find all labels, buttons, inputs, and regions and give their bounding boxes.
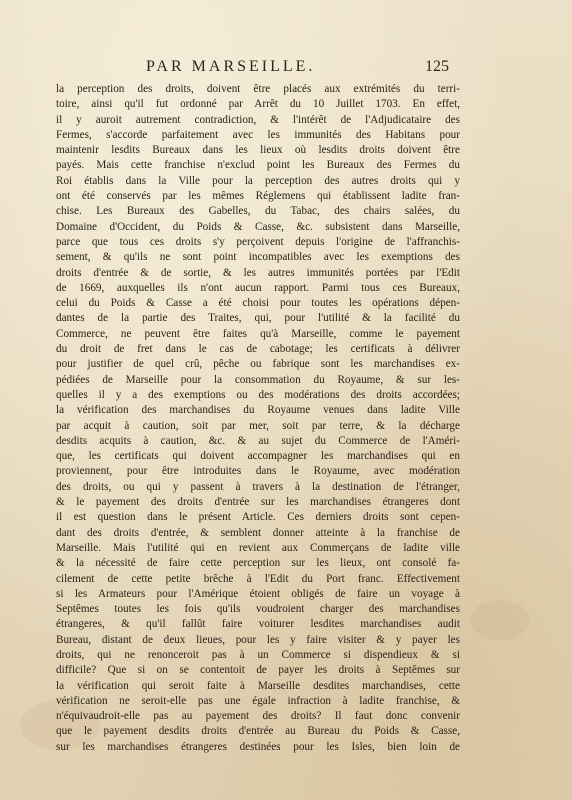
text-line: droits, qui ne renonceroit pas à un Commerce si dispendieux & si [56, 648, 460, 661]
text-line: de 1669, auxquelles ils n'ont aucun rapport. Parmi tous ces Bureaux, [56, 281, 460, 294]
text-line: si les Armateurs pour l'Amérique étoient obligés de faire un voyage à [56, 587, 460, 600]
text-line: du droit de fret dans le cas de cabotage; les certificats à délivrer [56, 343, 460, 356]
text-line: dantes de la partie des Traites, qui, pour l'utilité & la facilité du [56, 312, 460, 325]
text-line: vérification ne seroit-elle pas une égale infraction à ladite franchise, & [56, 694, 460, 707]
body-text [56, 82, 460, 755]
text-line: sement, & qu'ils ne sont point incompatibles avec les exemptions des [56, 251, 460, 264]
text-line: ont été conservés par les mêmes Réglemens qui établissent ladite fran- [56, 190, 460, 203]
text-line: Domaine d'Occident, du Poids & Casse, &c. subsistent dans Marseille, [56, 220, 460, 233]
text-line: Septêmes toutes les fois qu'ils voudroient charger des marchandises [56, 603, 460, 616]
text-line: & la nécessité de faire cette perception sur les lieux, ont consolé fa- [56, 557, 460, 570]
text-line: cilement de cette petite brêche à l'Edit du Port franc. Effectivement [56, 572, 460, 585]
text-line: & le payement des droits d'entrée sur les marchandises étrangeres dont [56, 496, 460, 509]
text-line: n'équivaudroit-elle pas au payement des droits? Il faut donc convenir [56, 710, 460, 723]
text-line: pédiées de Marseille pour la consommation du Royaume, & sur les- [56, 373, 460, 386]
text-line: quelles il y a des exemptions ou des modérations des droits accordées; [56, 388, 460, 401]
text-line: dant des droits d'entrée, & semblent donner atteinte à la franchise de [56, 526, 460, 539]
text-line: difficile? Que si on se contentoit de payer les droits à Septêmes sur [56, 664, 460, 677]
text-line: celui du Poids & Casse a été choisi pour toutes les opérations dépen- [56, 297, 460, 310]
text-line: Fermes, s'accorde parfaitement avec les immunités des Habitans pour [56, 128, 460, 141]
text-line: il y auroit autrement contradiction, & l'intérêt de l'Adjudicataire des [56, 113, 460, 126]
text-line: il est question dans le présent Article. Ces derniers droits sont cepen- [56, 511, 460, 524]
text-line: payés. Mais cette franchise n'exclud point les Bureaux des Fermes du [56, 159, 460, 172]
text-line: la vérification des marchandises du Royaume venues dans ladite Ville [56, 404, 460, 417]
text-line: la perception des droits, doivent être placés aux extrémités du terri- [56, 83, 460, 95]
text-line: par acquit à caution, soit par mer, soit par terre, & la décharge [56, 419, 460, 432]
text-line: chise. Les Bureaux des Gabelles, du Tabac, des chairs salées, du [56, 205, 460, 218]
text-line: proviennent, pour être introduites dans le Royaume, avec modération [56, 465, 460, 478]
text-line: étrangeres, & qu'il fallût faire voiturer lesdites marchandises audit [56, 618, 460, 631]
text-line: Marseille. Mais l'utilité qui en revient aux Commerçans de ladite ville [56, 541, 460, 554]
text-line: que, les certificats qui doivent accompagner les marchandises qui en [56, 450, 460, 463]
text-line: parce que tous ces droits s'y perçoivent depuis l'origine de l'affranchis- [56, 235, 460, 248]
text-line: desdits acquits à caution, &c. & au sujet du Commerce de l'Améri- [56, 434, 460, 447]
text-line: la vérification qui seroit faite à Marseille desdites marchandises, cette [56, 679, 460, 692]
text-line: droits d'entrée & de sortie, & les autres immunités portées par l'Edit [56, 266, 460, 279]
paper-stain [470, 600, 530, 640]
running-title: PAR MARSEILLE. [146, 58, 316, 75]
page-number: 125 [425, 58, 449, 75]
running-head [0, 58, 572, 80]
text-line: Commerce, ne peuvent être faites qu'à Marseille, comme le payement [56, 327, 460, 340]
text-line: des droits, ou qui y passent à travers à la destination de l'étranger, [56, 480, 460, 493]
text-line: toire, ainsi qu'il fut ordonné par Arrêt du 10 Juillet 1703. En effet, [56, 98, 460, 111]
text-line: que le payement desdits droits d'entrée au Bureau du Poids & Casse, [56, 725, 460, 738]
text-line: Bureau, distant de deux lieues, pour les y faire visiter & y payer les [56, 633, 460, 646]
text-line: maintenir lesdits Bureaux dans les lieux où lesdits droits doivent être [56, 144, 460, 157]
text-line: Roi établis dans la Ville pour la perception des autres droits qui y [56, 174, 460, 187]
text-line: pour justifier de quel crû, pêche ou fabrique sont les marchandises ex- [56, 358, 460, 371]
text-line: sur les marchandises étrangeres destinées pour les Isles, bien loin de [56, 740, 460, 753]
